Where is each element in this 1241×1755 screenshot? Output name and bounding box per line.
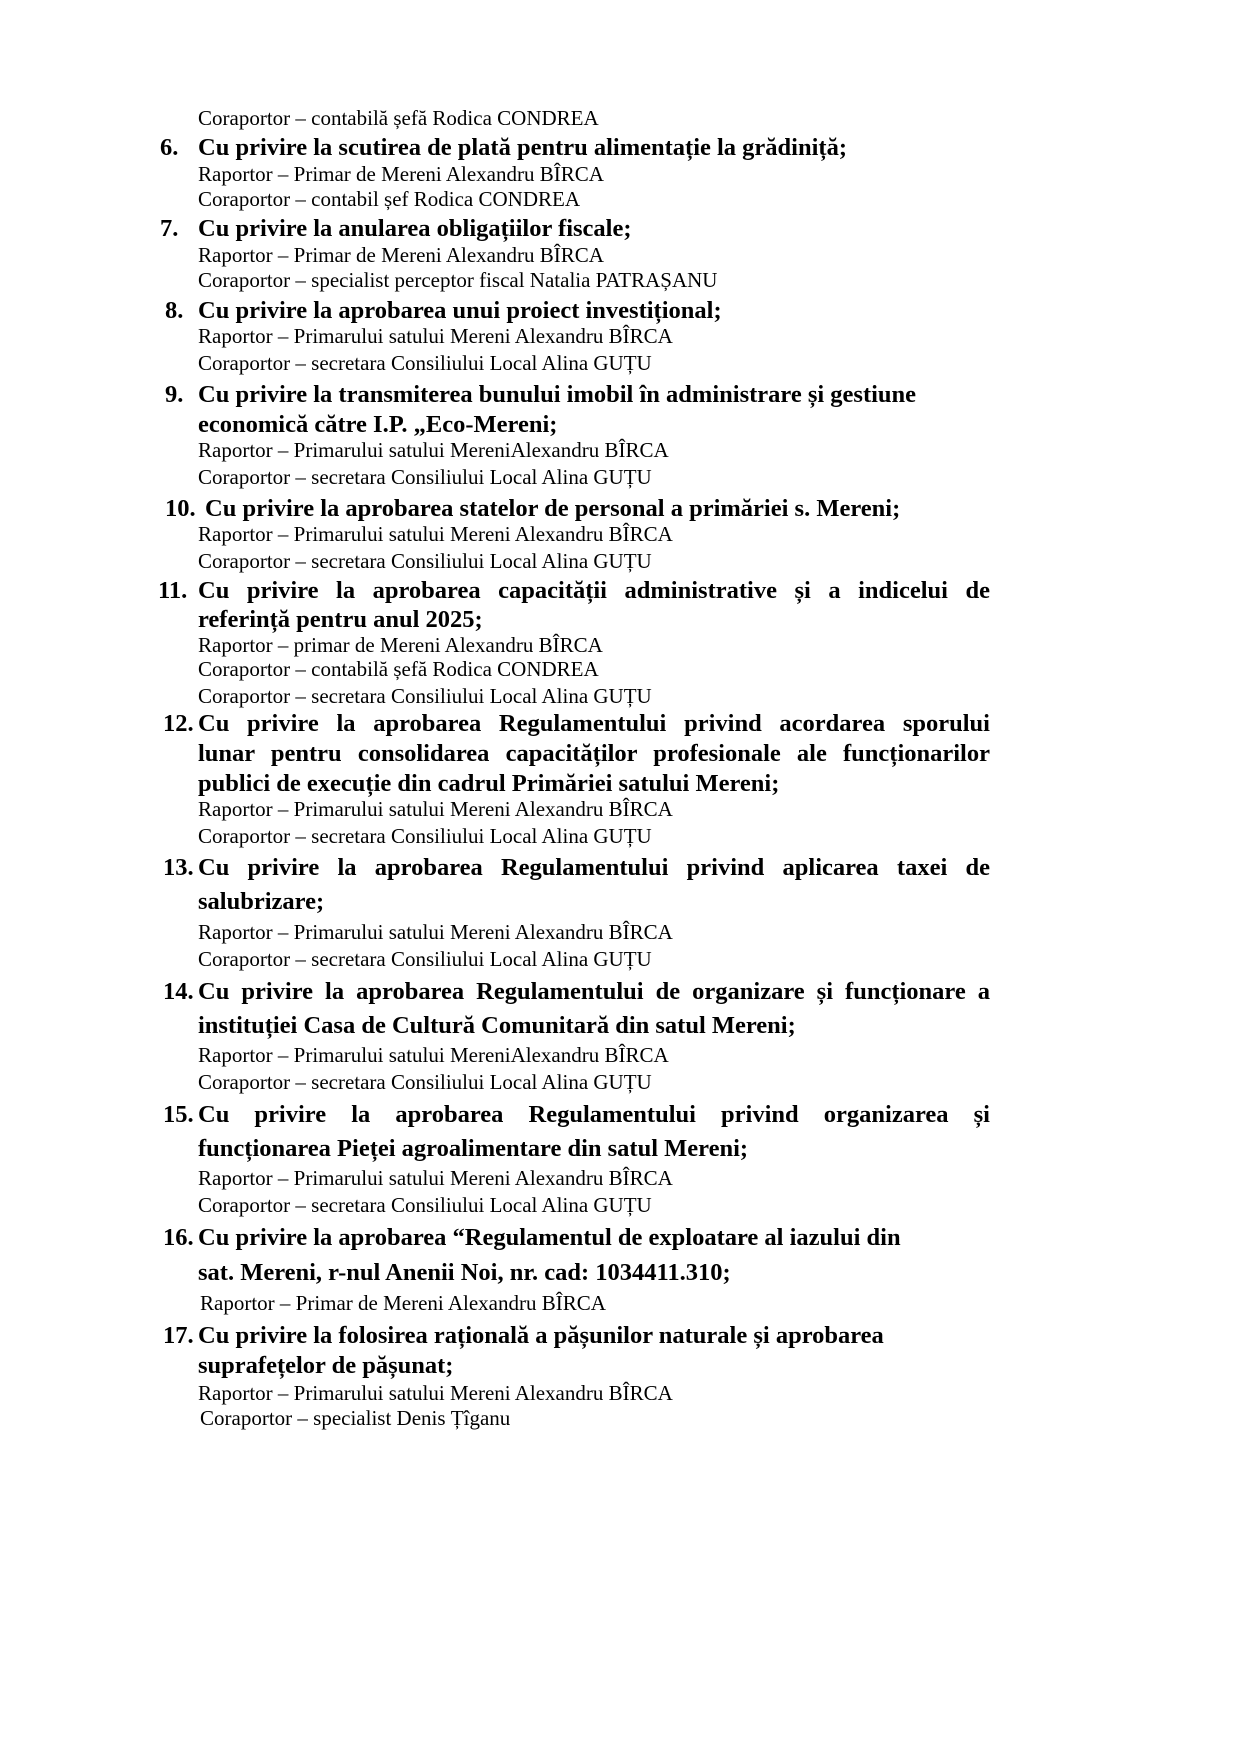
item-coraportor: Coraportor – specialist perceptor fiscal Natalia PATRAȘANU — [198, 268, 718, 292]
item-title: Cu privire la scutirea de plată pentru alimentație la grădiniță; — [198, 134, 847, 161]
item-title-line-2: salubrizare; — [198, 888, 325, 915]
item-title-line-1: Cu privire la aprobarea Regulamentului privind acordarea sporului — [198, 710, 990, 737]
item-raportor: Raportor – Primarului satului Mereni Alexandru BÎRCA — [198, 1166, 673, 1190]
item-title-line-1: Cu privire la aprobarea Regulamentului privind organizarea și — [198, 1101, 990, 1128]
item-title-line-1: Cu privire la aprobarea capacității administrative și a indicelui de — [198, 577, 990, 604]
lead-in-coraportor: Coraportor – contabilă șefă Rodica CONDREA — [198, 106, 599, 130]
item-coraportor: Coraportor – secretara Consiliului Local Alina GUȚU — [198, 1193, 652, 1217]
item-title-line-1: Cu privire la aprobarea “Regulamentul de exploatare al iazului din — [198, 1224, 901, 1251]
item-number: 8. — [165, 297, 184, 324]
item-number: 9. — [165, 381, 184, 408]
item-number: 17. — [163, 1322, 194, 1349]
item-number: 7. — [160, 215, 179, 242]
item-raportor: Raportor – primar de Mereni Alexandru BÎRCA — [198, 633, 603, 657]
item-number: 13. — [163, 854, 194, 881]
item-raportor: Raportor – Primarului satului Mereni Alexandru BÎRCA — [198, 522, 673, 546]
item-raportor: Raportor – Primarului satului MereniAlexandru BÎRCA — [198, 1043, 669, 1067]
item-title-line-3: publici de execuție din cadrul Primăriei satului Mereni; — [198, 770, 780, 797]
item-number: 15. — [163, 1101, 194, 1128]
item-number: 10. — [165, 495, 196, 522]
item-coraportor: Coraportor – specialist Denis Țîganu — [200, 1406, 511, 1430]
item-raportor: Raportor – Primarului satului Mereni Alexandru BÎRCA — [198, 797, 673, 821]
item-title-line-1: Cu privire la transmiterea bunului imobil în administrare și gestiune — [198, 381, 917, 408]
item-coraportor: Coraportor – contabilă șefă Rodica CONDREA — [198, 657, 599, 681]
item-title-line-2: lunar pentru consolidarea capacităților profesionale ale funcționarilor — [198, 740, 990, 767]
item-coraportor: Coraportor – secretara Consiliului Local Alina GUȚU — [198, 465, 652, 489]
item-number: 6. — [160, 134, 179, 161]
item-title-line-2: instituției Casa de Cultură Comunitară din satul Mereni; — [198, 1012, 796, 1039]
item-coraportor-2: Coraportor – secretara Consiliului Local Alina GUȚU — [198, 684, 652, 708]
item-raportor: Raportor – Primarului satului Mereni Alexandru BÎRCA — [198, 324, 673, 348]
item-raportor: Raportor – Primarului satului Mereni Alexandru BÎRCA — [198, 920, 673, 944]
item-title: Cu privire la aprobarea statelor de personal a primăriei s. Mereni; — [205, 495, 901, 522]
item-raportor: Raportor – Primarului satului Mereni Alexandru BÎRCA — [198, 1381, 673, 1405]
item-title-line-2: funcționarea Pieței agroalimentare din satul Mereni; — [198, 1135, 749, 1162]
item-raportor: Raportor – Primar de Mereni Alexandru BÎRCA — [198, 243, 604, 267]
item-coraportor: Coraportor – secretara Consiliului Local Alina GUȚU — [198, 549, 652, 573]
item-raportor: Raportor – Primar de Mereni Alexandru BÎRCA — [198, 162, 604, 186]
item-coraportor: Coraportor – secretara Consiliului Local Alina GUȚU — [198, 947, 652, 971]
item-title: Cu privire la anularea obligațiilor fiscale; — [198, 215, 632, 242]
item-title-line-2: referință pentru anul 2025; — [198, 606, 483, 633]
item-title-line-2: sat. Mereni, r-nul Anenii Noi, nr. cad: 1034411.310; — [198, 1259, 731, 1286]
item-coraportor: Coraportor – secretara Consiliului Local Alina GUȚU — [198, 351, 652, 375]
item-coraportor: Coraportor – secretara Consiliului Local Alina GUȚU — [198, 1070, 652, 1094]
item-title-line-1: Cu privire la aprobarea Regulamentului privind aplicarea taxei de — [198, 854, 990, 881]
item-title-line-1: Cu privire la folosirea rațională a pășunilor naturale și aprobarea — [198, 1322, 884, 1349]
item-raportor: Raportor – Primarului satului MereniAlexandru BÎRCA — [198, 438, 669, 462]
item-coraportor: Coraportor – secretara Consiliului Local Alina GUȚU — [198, 824, 652, 848]
item-coraportor: Coraportor – contabil șef Rodica CONDREA — [198, 187, 581, 211]
item-number: 11. — [158, 577, 188, 604]
item-number: 14. — [163, 978, 194, 1005]
item-title-line-1: Cu privire la aprobarea Regulamentului de organizare și funcționare a — [198, 978, 990, 1005]
item-number: 12. — [163, 710, 194, 737]
item-number: 16. — [163, 1224, 194, 1251]
item-title: Cu privire la aprobarea unui proiect investițional; — [198, 297, 722, 324]
item-title-line-2: suprafețelor de pășunat; — [198, 1352, 454, 1379]
item-title-line-2: economică către I.P. „Eco-Mereni; — [198, 411, 558, 438]
item-raportor: Raportor – Primar de Mereni Alexandru BÎRCA — [200, 1291, 606, 1315]
